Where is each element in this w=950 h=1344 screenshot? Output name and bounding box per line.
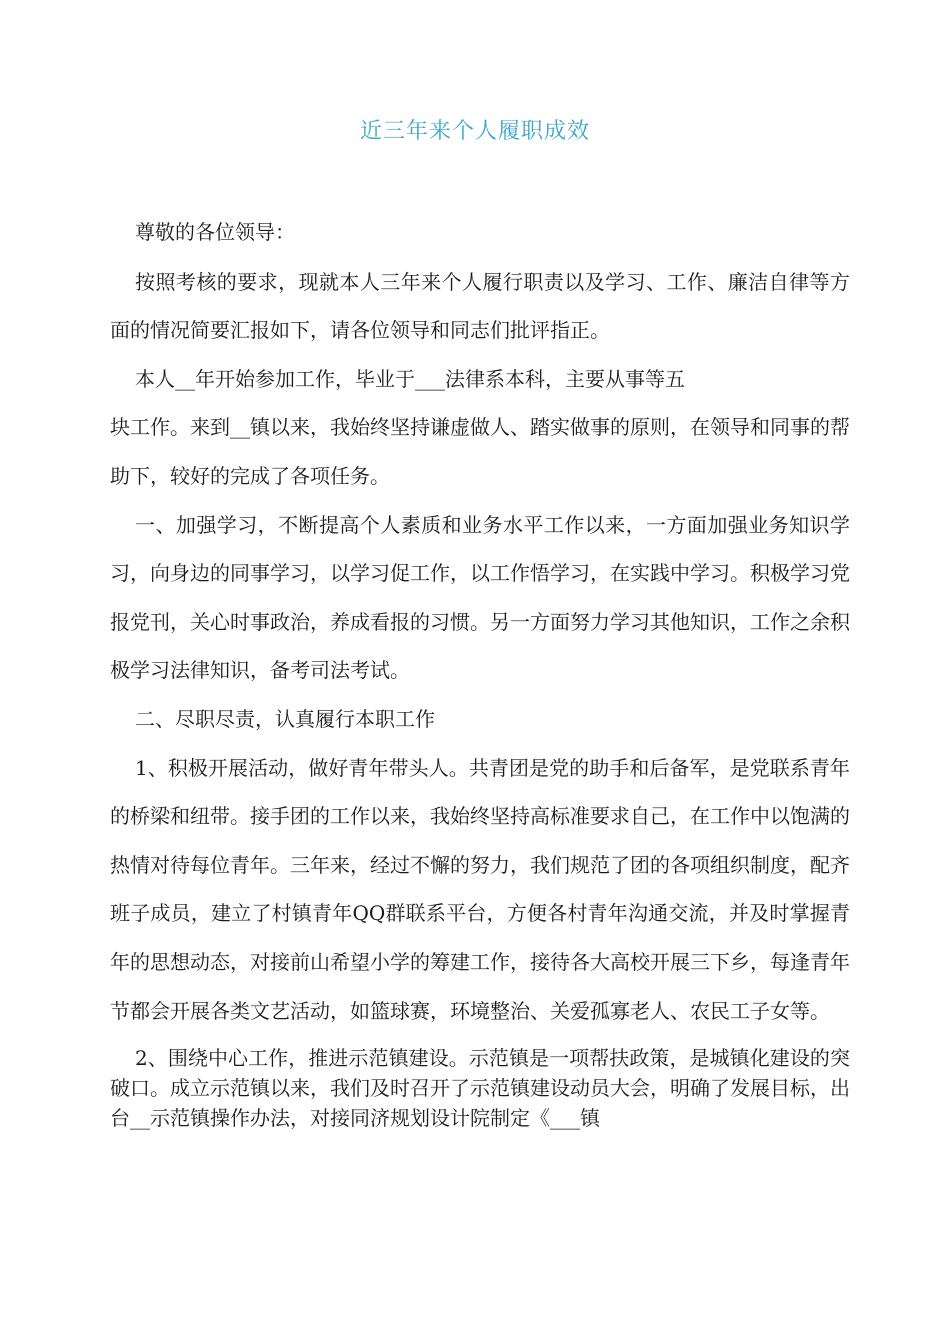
paragraph-demonstration-town: 2、围绕中心工作，推进示范镇建设。示范镇是一项帮扶政策，是城镇化建设的突破口。成立示范镇以来，我们及时召开了示范镇建设动员大会，明确了发展目标，出台__示范镇操作办法，对接同济规划设计院制定《___镇: [110, 1046, 850, 1131]
paragraph-youth-activities: 1、积极开展活动，做好青年带头人。共青团是党的助手和后备军，是党联系青年的桥梁和纽带。接手团的工作以来，我始终坚持高标准要求自己，在工作中以饱满的热情对待每位青年。三年来，经过不懈的努力，我们规范了团的各项组织制度，配齐班子成员，建立了村镇青年QQ群联系平台，方便各村青年沟通交流，并及时掌握青年的思想动态，对接前山希望小学的筹建工作，接待各大高校开展三下乡，每逢青年节都会开展各类文艺活动，如篮球赛，环境整治、关爱孤寡老人、农民工子女等。: [110, 755, 850, 1023]
document-body: [110, 208, 850, 1133]
paragraph-section-one-study: 一、加强学习，不断提高个人素质和业务水平工作以来，一方面加强业务知识学习，向身边的同事学习，以学习促工作，以工作悟学习，在实践中学习。积极学习党报党刊，关心时事政治，养成看报的习惯。另一方面努力学习其他知识，工作之余积极学习法律知识，备考司法考试。: [110, 512, 850, 683]
paragraph-background-continued: 块工作。来到__镇以来，我始终坚持谦虚做人、踏实做事的原则，在领导和同事的帮助下，较好的完成了各项任务。: [110, 415, 850, 488]
greeting-paragraph: 尊敬的各位领导：: [135, 220, 295, 244]
page-title: 近三年来个人履职成效: [359, 119, 590, 144]
paragraph-report-intro: 按照考核的要求，现就本人三年来个人履行职责以及学习、工作、廉洁自律等方面的情况简要汇报如下，请各位领导和同志们批评指正。: [110, 269, 850, 343]
paragraph-background-line1: 本人__年开始参加工作，毕业于___法律系本科，主要从事等五: [135, 366, 685, 391]
paragraph-section-two-heading: 二、尽职尽责，认真履行本职工作: [135, 706, 435, 731]
